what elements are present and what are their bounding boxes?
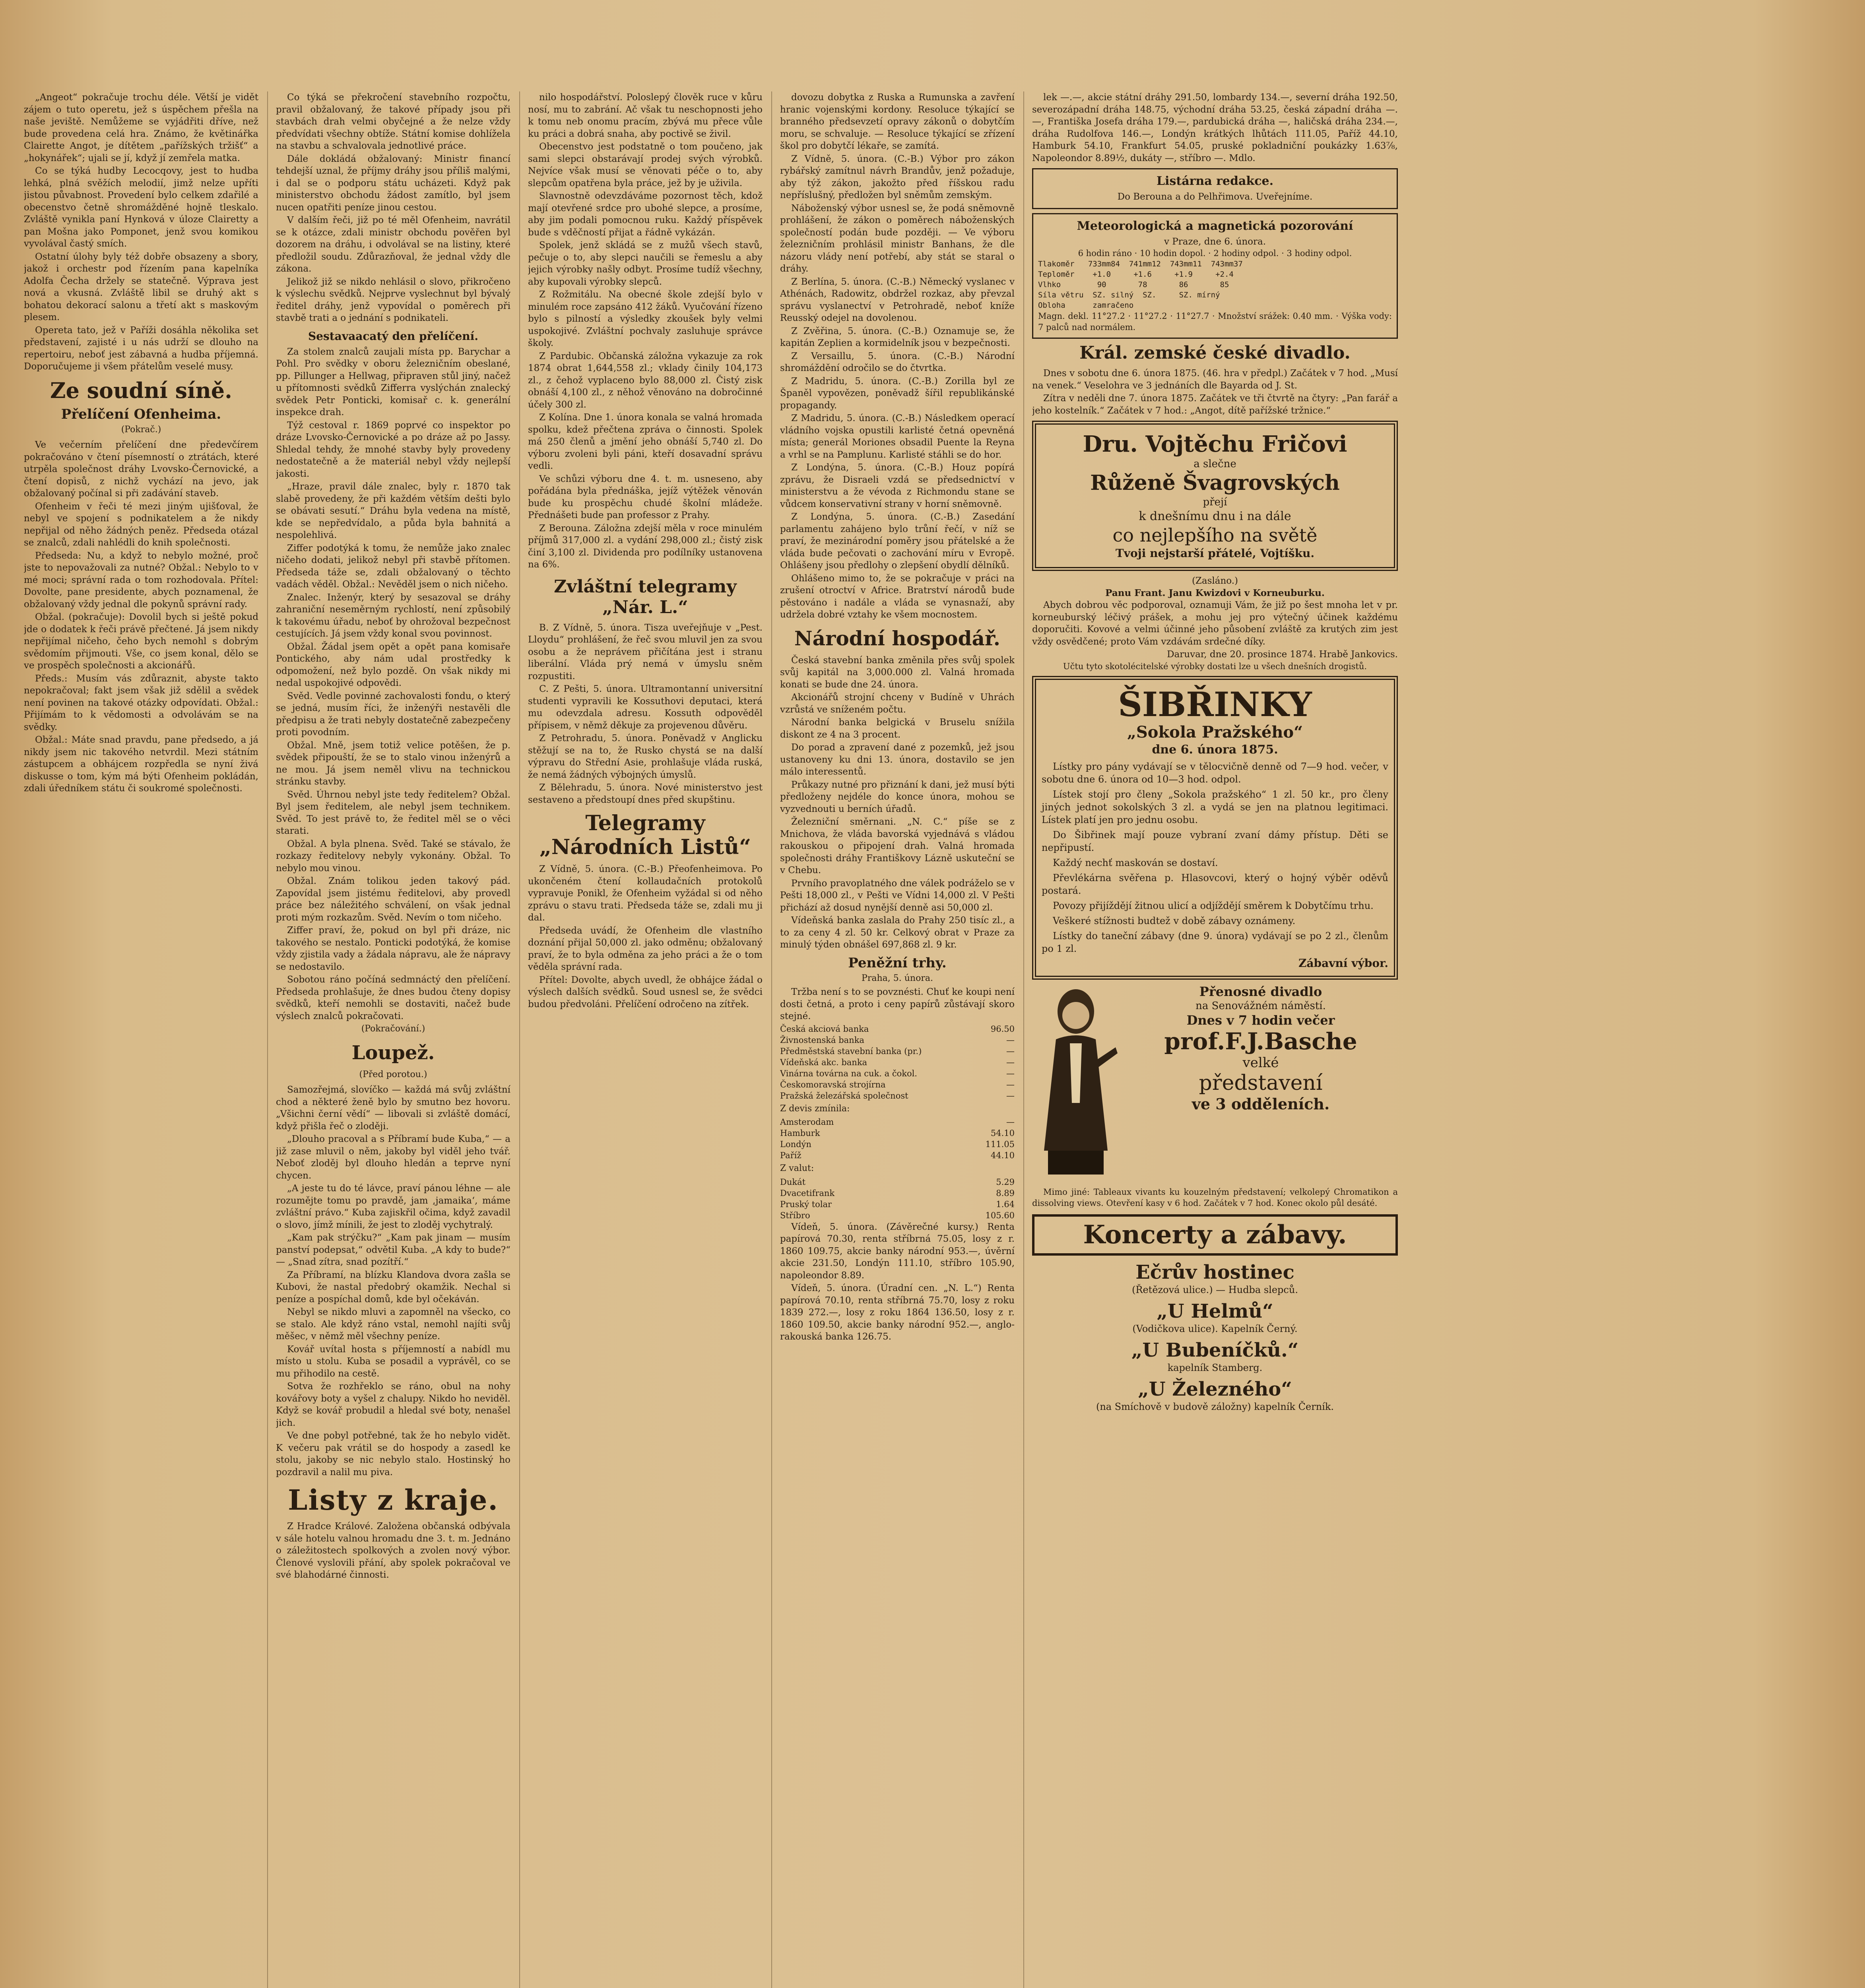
article-paragraph: Z Pardubic. Občanská záložna vykazuje za rok 1874 obrat 1,644,558 zl.; vklady činily 104,173 zl., z čehož vyplaceno bylo 88,000 zl. Čistý zisk obnáší 4,100 zl., z něhož věnováno na dobročinné účely 300 zl. (528, 351, 763, 410)
trial-subtitle: (Pokrač.) (121, 424, 161, 435)
congratulation-ad (1032, 421, 1398, 571)
article-paragraph: Ve dne pobyl potřebné, tak že ho nebylo vidět. K večeru pak vrátil se do hospody a zasedl ke stolu, jakoby se nic nebylo stalo. Hostinský ho pozdravil a nalil mu piva. (276, 1431, 510, 1477)
valuty-value: 8.89 (996, 1188, 1015, 1198)
article-paragraph: Obžal. Mně, jsem totiž velice potěšen, že p. svědek připouští, že se to stalo vinou inženýrů a ne mou. Já jsem neměl vlivu na technickou stránku stavby. (276, 740, 510, 787)
feuilleton-title: Loupež. (351, 1041, 435, 1064)
article-paragraph: Z Hradce Králové. Založena občanská odbývala v sále hotelu valnou hromadu dne 3. t. m. Jednáno o záležitostech spolkových a zvolen nový výbor. Členové vyslovili přání, aby spolek pokračoval ve své blahodárné činnosti. (276, 1521, 510, 1580)
stock-name: Česká akciová banka (780, 1024, 869, 1034)
article-paragraph: lek —.—, akcie státní dráhy 291.50, lombardy 134.—, severní dráha 192.50, severozápadní dráha 148.75, východní dráha 53.25, česká západní dráha —.—, Františka Josefa dráha 179.—, pardubická dráha —, haličská dráha 234.—, dráha Rudolfova 146.—, Londýn krátkých lhůtách 111.05, Paříž 44.10, Hamburk 54.10, Frankfurt 54.05, pruské pokladniční poukázky 1.63⅞, Napoleondor 8.89½, dukáty —, stříbro —. Mdlo. (1032, 92, 1398, 163)
stock-name: Českomoravská strojírna (780, 1079, 886, 1089)
stock-row (780, 1057, 1015, 1068)
venue-name: „U Helmů“ (1157, 1300, 1273, 1322)
meteo-row: Vlhko 90 78 86 85 (1038, 280, 1229, 289)
valuty-name: Stříbro (780, 1210, 810, 1220)
article-paragraph: Vídeň, 5. února. (Závěrečné kursy.) Renta papírová 70.30, renta stříbrná 75.05, losy z r. 1860 109.75, akcie banky národní 953.—, úvěrní akcie 231.50, Londýn 111.10, stříbro 105.90, napoleondor 8.89. (780, 1221, 1015, 1281)
column-5 (1032, 91, 1398, 1988)
article-paragraph: Předseda: Nu, a když to nebylo možné, proč jste to nepovažovali za nutné? Obžal.: Nebylo to v mé moci; správní rada o tom rozhodovala. Přítel: Dovolte, pane presidente, abych poznamenal, že obžalovaný vždy jednal dle pokynů správní rady. (24, 550, 258, 610)
column-4 (780, 91, 1015, 1988)
stock-name: Vinárna továrna na cuk. a čokol. (780, 1068, 917, 1078)
article-paragraph: Z Kolína. Dne 1. února konala se valná hromada spolku, kdež přečtena zpráva o činnosti. Spolek má 250 členů a jmění jeho obnáší 5,740 zl. Do výboru zvoleni byli páni, kteří dosavadní správu vedli. (528, 412, 763, 471)
article-paragraph: Předs.: Musím vás zdůraznit, abyste takto nepokračoval; fakt jsem však již sdělil a svědek není povinen na takové otázky odpovídati. Obžal.: Přijímám to k vědomosti a odvolávám se na svědky. (24, 673, 258, 732)
article-paragraph: Prvního pravoplatného dne válek podráželo se v Pešti 18,000 zl., v Pešti ve Vídni 14,000 zl. V Pešti přichází až dosud nynější denně asi 50,000 zl. (780, 878, 1015, 913)
meteo-row: Síla větru SZ. silný SZ. SZ. mírný (1038, 291, 1220, 299)
stock-value: 96.50 (990, 1024, 1015, 1034)
venue-info: (Vodičkova ulice). Kapelník Černý. (1132, 1323, 1298, 1334)
column-2 (276, 91, 510, 1988)
sent-signature: Daruvar, dne 20. prosince 1874. Hrabě Jankovics. (1167, 649, 1398, 660)
portable-theatre-ad (1032, 984, 1398, 1182)
article-paragraph: Z Vídně, 5. února. (C.-B.) Výbor pro zákon rybářský zamítnul návrh Brandův, jenž požaduje, aby týž zákon, jakožto před říšskou radu nepříslušný, předložen byl sněmům zemským. (780, 153, 1015, 200)
meteo-row: Obloha zamračeno (1038, 301, 1134, 310)
meteo-title: Meteorologická a magnetická pozorování (1077, 219, 1353, 233)
article-paragraph: Samozřejmá, slovíčko — každá má svůj zvláštní chod a některé ženě bylo by smutno bez hovoru. „Všichni černí vědí“ — libovali si zvláště domácí, když přišla řeč o zloději. (276, 1085, 510, 1132)
article-paragraph: Průkazy nutné pro přiznání k dani, jež musí býti předloženy nejdéle do konce února, mohou se vyzvednouti u berních úřadů. (780, 779, 1015, 814)
concerts-title: Koncerty a zábavy. (1032, 1214, 1398, 1256)
article-paragraph: Do porad a zpravení dané z pozemků, jež jsou ustanoveny ku dni 13. února, dostavilo se jen málo interessentů. (780, 742, 1015, 777)
ad-paragraph: Do Šibřinek mají pouze vybraní zvaní dámy přístup. Děti se nepřipustí. (1042, 829, 1388, 853)
article-paragraph: nilo hospodářství. Poloslepý člověk ruce v kůru nosí, mu to zabrání. Ač však tu neschopnosti jeho k tomu neb onomu pracím, zbývá mu přece vůle ku práci a dobrá snaha, aby poctivě se živil. (528, 92, 763, 139)
editorial-letters-box (1032, 168, 1398, 209)
ad-paragraph: Převlékárna svěřena p. Hlasovcovi, který o hojný výběr oděvů postará. (1042, 872, 1388, 896)
listy-z-kraje-title: Listy z kraje. (288, 1483, 499, 1516)
theatre-program: Zítra v neděli dne 7. února 1875. Začátek ve tři čtvrtě na čtyry: „Pan farář a jeho kostelník.“ Začátek v 7 hod.: „Angot, dítě pařížské tržnice.“ (1032, 393, 1398, 416)
devis-heading: Z devis zmínila: (780, 1103, 850, 1114)
article-paragraph: Ve schůzi výboru dne 4. t. m. usneseno, aby pořádána byla přednáška, jejíž výtěžek věnován bude ku prospěchu chudé školní mládeže. Přednášeti bude pan professor z Prahy. (528, 474, 763, 520)
meteo-row: Teploměr +1.0 +1.6 +1.9 +2.4 (1038, 270, 1234, 279)
article-paragraph: Z Madridu, 5. února. (C.-B.) Zorilla byl ze Španěl vypovězen, poněvadž šířil republikánské propagandy. (780, 376, 1015, 411)
stock-value: — (1006, 1068, 1015, 1078)
theatre-title: Král. zemské české divadlo. (1079, 343, 1351, 363)
article-paragraph: Národní banka belgická v Bruselu snížila diskont ze 4 na 3 procent. (780, 717, 1015, 740)
continued-note: (Pokračování.) (361, 1024, 425, 1034)
valuty-row (780, 1176, 1015, 1188)
sent-note: Učtu tyto skotolécitelské výrobky dostati lze u všech dnešních drogistů. (1063, 661, 1367, 671)
sent-label: (Zasláno.) (1192, 576, 1238, 586)
stock-row (780, 1068, 1015, 1079)
ad-text: představení (1199, 1071, 1323, 1095)
article-paragraph: Akcionářů strojní chceny v Budíně v Uhrách vzrůstá ve sníženém počtu. (780, 692, 1015, 715)
article-paragraph: Dále dokládá obžalovaný: Ministr financí tehdejší uznal, že příjmy dráhy jsou příliš malými, i dal se o podporu státu ucházeti. Když pak ministerstvo obchodu žádost zamítlo, byl jsem nucen opatřiti peníze jinou cestou. (276, 153, 510, 213)
venue-info: kapelník Stamberg. (1167, 1362, 1263, 1373)
valuty-row (780, 1199, 1015, 1210)
market-date: Praha, 5. února. (862, 973, 933, 983)
article-paragraph: „Kam pak strýčku?“ „Kam pak jinam — musím panství podepsat,“ odvětil Kuba. „A kdy to bude?“ — „Snad zítra, snad pozítří.“ (276, 1233, 510, 1267)
article-paragraph: Z Zvěřina, 5. února. (C.-B.) Oznamuje se, že kapitán Zeplien a kormidelník jsou v bezpečnosti. (780, 326, 1015, 348)
ad-paragraph: Mimo jiné: Tableaux vivants ku kouzelným představení; velkolepý Chromatikon a dissolving views. Otevření kasy v 6 hod. Začátek v 7 hod. Konec okolo půl desáté. (1032, 1187, 1398, 1208)
theatre-program: Dnes v sobotu dne 6. února 1875. (46. hra v předpl.) Začátek v 7 hod. „Musí na venek.“ Veselohra ve 3 jednáních dle Bayarda od J. St. (1032, 368, 1398, 391)
ad-signature: Zábavní výbor. (1298, 956, 1388, 970)
article-paragraph: V dalším řeči, již po té měl Ofenheim, navrátil se k otázce, zdali ministr obchodu pověřen byl dozorem na dráhu, i odvolával se na listiny, které předložil soudu. Zdůrazňoval, že jednal vždy dle zákona. (276, 215, 510, 274)
article-paragraph: Ve večerním přelíčení dne předevčírem pokračováno v čtení písemností o ztrátách, které utrpěla společnost dráhy Lvovsko-Černovické, a čtení dopisů, z nichž vychází na jevo, jak obžalovaný počínal si při zadávání staveb. (24, 440, 258, 499)
article-paragraph: Obžal. (pokračuje): Dovolil bych si ještě pokud jde o dodatek k řeči právě přečtené. Já jsem nikdy nepřijímal ničeho, čeho bych nemohl s dobrým svědomím přijmouti. Vše, co jsem konal, dělo se ve prospěch společnosti a akcionářů. (24, 612, 258, 671)
article-paragraph: „A jeste tu do té lávce, praví pánou léhne — ale rozumějte tomu po pravdě, jam ,jamaika‘, máme zvláštní právo.“ Kuba zajiskřil očima, když zavadil o slovo, jímž mínili, že jest to zloděj vychytralý. (276, 1183, 510, 1230)
article-paragraph: Z Berlína, 5. února. (C.-B.) Německý vyslanec v Athénách, Radowitz, obdržel rozkaz, aby převzal správu vyslanectví v Petrohradě, neboť kníže Reusský odejel na dovolenou. (780, 276, 1015, 323)
editorial-letters-text: Do Berouna a do Pelhřimova. Uveřejníme. (1117, 192, 1313, 202)
stock-row (780, 1046, 1015, 1057)
venue-info: (na Smíchově v budově záložny) kapelník Černík. (1096, 1401, 1334, 1412)
article-paragraph: Z Berouna. Záložna zdejší měla v roce minulém příjmů 317,000 zl. a vydání 298,000 zl.; čistý zisk činí 3,100 zl. Dividenda pro podílníky ustanovena na 6%. (528, 523, 763, 570)
stock-list (780, 1023, 1015, 1101)
article-paragraph: Česká stavební banka změnila přes svůj spolek svůj kapitál na 3,000.000 zl. Valná hromada konati se bude dne 24. února. (780, 655, 1015, 690)
article-paragraph: Ofenheim v řeči té mezi jiným ujišťoval, že nebyl ve spojení s podnikatelem a že nikdy nepřijal od něho žádných peněz. Předseda otázal se znalců, zdali nahlédli do knih společnosti. (24, 501, 258, 548)
narodni-hospodar-title: Národní hospodář. (794, 626, 1001, 650)
venue-name: „U Bubeníčků.“ (1131, 1339, 1299, 1361)
ad-text: přejí (1203, 496, 1227, 508)
article-paragraph: Za Příbramí, na blízku Klandova dvora zašla se Kubovi, že nastal předobrý okamžik. Nechal si peníze a pospíchal domů, kde byl očekáván. (276, 1270, 510, 1305)
money-markets-title: Peněžní trhy. (848, 955, 947, 971)
ad-subtitle: „Sokola Pražského“ (1127, 722, 1303, 742)
valuty-row (780, 1188, 1015, 1199)
article-paragraph: Sobotou ráno počíná sedmnáctý den přelíčení. Předseda prohlašuje, že dnes budou čteny dopisy svědků, kteří nemohli se dostaviti, načež bude výslech znalců pokračovati. (276, 975, 510, 1021)
article-paragraph: Nebyl se nikdo mluvi a zapomněl na všecko, co se stalo. Ale když ráno vstal, nemohl najíti svůj měšec, v němž měl všechny peníze. (276, 1307, 510, 1342)
ad-place: na Senovážném náměstí. (1195, 1000, 1326, 1012)
venue (1032, 1378, 1398, 1413)
column-1 (24, 91, 258, 1988)
page-columns (24, 91, 1837, 1988)
column-rule (1023, 91, 1024, 1988)
stock-value: — (1006, 1046, 1015, 1056)
article-paragraph: „Dlouho pracoval a s Příbramí bude Kuba,“ — a již zase mluvil o něm, jakoby byl viděl jeho tvář. Neboť zloděj byl dlouho hledán a teprve nyní chycen. (276, 1134, 510, 1181)
ad-text: ve 3 odděleních. (1192, 1095, 1330, 1113)
ad-name: Dru. Vojtěchu Fričovi (1083, 431, 1347, 457)
venue-name: Ečrův hostinec (1135, 1261, 1294, 1283)
special-telegrams-title: Zvláštní telegramy „Nár. L.“ (554, 576, 737, 617)
article-paragraph: Náboženský výbor usnesl se, že podá sněmovně prohlášení, že zákon o poměrech náboženských společností podán bude později. — Ve výboru železničním prohlásil ministr Banhans, že dle názoru vlády není potřebí, aby stát se staral o dráhy. (780, 203, 1015, 274)
article-paragraph: Vídeň, 5. února. (Úradní cen. „N. L.“) Renta papírová 70.10, renta stříbrná 75.70, losy z roku 1839 272.—, losy z roku 1864 136.50, losy z r. 1860 109.50, akcie banky národní 952.—, anglo-rakouská banka 126.75. (780, 1283, 1015, 1342)
article-paragraph: Slavnostně odevzdáváme pozornost těch, kdož mají otevřené srdce pro ubohé slepce, a prosíme, aby jim podali pomocnou ruku. Každý příspěvek bude s vděčností přijat a řádně vykázán. (528, 191, 763, 238)
article-paragraph: Svěd. Vedle povinné zachovalosti fondu, o který se jedná, musím říci, že inženýři nestavěli dle předpisu a že trati nebyly dostatečně zabezpečeny proti povodním. (276, 691, 510, 738)
stock-value: — (1006, 1057, 1015, 1067)
ad-date: dne 6. února 1875. (1152, 742, 1278, 757)
magician-illustration-icon (1032, 984, 1120, 1182)
article-paragraph: Co týká se překročení stavebního rozpočtu, pravil obžalovaný, že takové případy jsou při stavbách drah velmi obyčejné a že nelze vždy předvídati všechny obtíže. Státní komise dohlížela na stavbu a schvalovala jednotlivé práce. (276, 92, 510, 151)
ad-text: k dnešnímu dnu i na dále (1139, 509, 1291, 523)
devis-name: Hamburk (780, 1128, 820, 1138)
devis-value: — (1006, 1117, 1015, 1127)
article-paragraph: Obecenstvo jest podstatně o tom poučeno, jak sami slepci obstarávají prodej svých výrobků. Nejvíce však musí se věnovati péče o to, aby slepcům opatřena byla práce, jež by je uživila. (528, 142, 763, 188)
article-paragraph: Svěd. Úhrnou nebyl jste tedy ředitelem? Obžal. Byl jsem ředitelem, ale nebyl jsem technikem. Svěd. To jest právě to, že ředitel měl se o věci starati. (276, 789, 510, 836)
valuty-row (780, 1210, 1015, 1221)
article-paragraph: Znalec. Inženýr, který by sesazoval se dráhy zahraniční neseměrným rychlostí, není způsobilý k takovému úřadu, neboť by ohrožoval bezpečnost cestujících. Já jsem vždy konal svou povinnost. (276, 592, 510, 639)
stock-name: Předměstská stavební banka (pr.) (780, 1046, 922, 1056)
article-paragraph: „Angeot“ pokračuje trochu déle. Větší je vidět zájem o tuto operetu, jež s úspěchem přešla na naše jeviště. Nemůžeme se vyjádřiti dříve, než bude provedena celá hra. Známo, že květinářka Clairette Angot, je dítětem „pařížských tržišť“ a „hokynářek“; ujali se jí, když jí zemřela matka. (24, 92, 258, 163)
devis-row (780, 1139, 1015, 1150)
article-paragraph: Z Versaillu, 5. února. (C.-B.) Národní shromáždění odročilo se do čtvrtka. (780, 351, 1015, 373)
ad-signature: Tvoji nejstarší přátelé, Vojtíšku. (1115, 547, 1315, 560)
article-paragraph: Obžal. A byla plnena. Svěd. Také se stávalo, že rozkazy ředitelovy nebyly vykonány. Obžal. To nebylo mou vinou. (276, 839, 510, 874)
ad-paragraph: Každý nechť maskován se dostaví. (1053, 857, 1218, 868)
article-paragraph: Za stolem znalců zaujali místa pp. Barychar a Pohl. Pro svědky v oboru železničním obeslané, pp. Pillunger a Hellwag, připraven stůl jiný, načež u přítomnosti svědků Zifferra vyslýchán znalecký svědek Petr Ponticki, komisař c. k. generální inspekce drah. (276, 346, 510, 417)
venue-info: (Řetězová ulice.) — Hudba slepců. (1132, 1284, 1298, 1295)
stock-name: Živnostenská banka (780, 1035, 864, 1045)
article-paragraph: Obžal.: Máte snad pravdu, pane předsedo, a já nikdy jsem nic takového netvrdil. Mezi státním zástupcem a obhájcem rozpředla se nyní živá diskusse o tom, kým má býti Ofenheim pokládán, zdali úředníkem státu či soukromé společnosti. (24, 735, 258, 794)
ad-paragraph: Povozy přijíždějí žitnou ulicí a odjíždějí směrem k Dobytčímu trhu. (1053, 900, 1374, 911)
narodni-listy-telegrams-title: Telegramy „Národních Listů“ (539, 811, 751, 859)
court-section-title: Ze soudní síně. (50, 377, 232, 403)
ad-title: ŠIBŘINKY (1118, 684, 1312, 724)
stock-name: Pražská železářská společnost (780, 1091, 908, 1101)
meteo-footer: Magn. dekl. 11°27.2 · 11°27.2 · 11°27.7 · Množství srážek: 0.40 mm. · Výška vody: 7 palců nad normálem. (1038, 311, 1392, 332)
article-paragraph: Z Londýna, 5. února. (C.-B.) Zasedání parlamentu zahájeno bylo trůní řečí, v níž se praví, že mezinárodní poměry jsou přátelské a že vláda bude pečovati o zachování míru v Evropě. Ohlášeny jsou předlohy o zlepšení obydlí dělníků. (780, 512, 1015, 571)
sent-addressee: Panu Frant. Janu Kwizdovi v Korneuburku. (1105, 587, 1325, 598)
venue (1032, 1300, 1398, 1335)
article-paragraph: Ziffer podotýká k tomu, že nemůže jako znalec ničeho dodati, jelikož nebyl při stavbě přítomen. Předseda táže se, zdali obžalovaný o těchto vadách věděl. Obžal.: Nevěděl jsem o nich ničeho. (276, 543, 510, 590)
valuty-value: 1.64 (996, 1199, 1015, 1209)
stock-row (780, 1035, 1015, 1046)
devis-row (780, 1150, 1015, 1161)
valuty-heading: Z valut: (780, 1163, 814, 1173)
devis-value: 44.10 (990, 1151, 1015, 1160)
meteo-place: v Praze, dne 6. února. (1164, 236, 1266, 247)
valuty-name: Dvacetifrank (780, 1188, 835, 1198)
devis-name: Londýn (780, 1140, 811, 1149)
article-paragraph: Ohlášeno mimo to, že se pokračuje v práci na zrušení otroctví v Africe. Bratrství národů bude pěstováno i nadále a vláda se vynasnaží, aby udržela dobré vztahy ke všem mocnostem. (780, 573, 1015, 620)
article-paragraph: Sotva že rozhřeklo se ráno, obul na nohy kovářovy boty a vyšel z chalupy. Nikdo ho neviděl. Když se kovář probudil a hledal své boty, nenašel jich. (276, 1381, 510, 1428)
ad-paragraph: Veškeré stížnosti budtež v době zábavy oznámeny. (1053, 915, 1296, 926)
column-rule (771, 91, 772, 1988)
meteo-row: Tlakoměr 733mm84 741mm12 743mm11 743mm37 (1038, 260, 1243, 268)
column-rule (519, 91, 520, 1988)
article-paragraph: Z Londýna, 5. února. (C.-B.) Houz popírá zprávu, že Disraeli vzdá se předsednictví v ministerstvu a že vévoda z Richmondu stane se vůdcem konservativní strany v horní sněmovně. (780, 462, 1015, 509)
ad-title: Přenosné divadlo (1199, 984, 1322, 999)
ad-paragraph: Lístek stojí pro členy „Sokola pražského“ 1 zl. 50 kr., pro členy jiných jednot sokolských 3 zl. a vydá se jen na platnou legitimaci. Lístek platí jen pro jednu osobu. (1042, 788, 1388, 825)
valuty-value: 5.29 (996, 1177, 1015, 1187)
article-paragraph: Z Rožmitálu. Na obecné škole zdejší bylo v minulém roce zapsáno 412 žáků. Vyučování řízeno bylo s pilností a výsledky zkoušek byly velmi uspokojivé. Zvláštní pochvaly zasluhuje správce školy. (528, 289, 763, 348)
devis-value: 54.10 (990, 1128, 1015, 1138)
trial-title: Přelíčení Ofenheima. (61, 406, 221, 422)
stock-row (780, 1079, 1015, 1090)
sent-text: Abych dobrou věc podporoval, oznamuji Vám, že již po šest mnoha let v pr. korneuburský léčivý prášek, a mohu jej pro výtečný účinek každému doporučiti. Kovové a velmi účinné jeho působení zvláště za krutých zim jest vždy osvědčené; proto Vám vzdávám srdečné díky. (1032, 600, 1398, 647)
devis-row (780, 1116, 1015, 1128)
ad-text: co nejlepšího na světě (1112, 524, 1318, 546)
column-3 (528, 91, 763, 1988)
telegram-item: C. Z Pešti, 5. února. Ultramontanní universitní studenti vypravili ke Kossuthovi deputaci, která mu odevzdala adresu. Kossuth odpověděl přípisem, v němž děkuje za projevenou důvěru. (528, 684, 763, 731)
stock-value: — (1006, 1091, 1015, 1101)
column-rule (267, 91, 268, 1988)
stock-value: — (1006, 1079, 1015, 1089)
article-paragraph: Obžal. Znám tolikou jeden takový pád. Zapovídal jsem jistému ředitelovi, aby provedl práce bez náležitého schválení, on však jednal proti mým rozkazům. Svěd. Nevím o tom ničeho. (276, 876, 510, 923)
sibrinky-ad (1032, 676, 1398, 980)
ad-name: Růženě Švagrovských (1090, 471, 1340, 495)
article-paragraph: „Hraze, pravil dále znalec, byly r. 1870 tak slabě provedeny, že při každém větším dešti bylo se obávati sesutí.“ Dráhu byla vedena na místě, kde se nepředvídalo, a půda byla bahnitá a nespolehlivá. (276, 481, 510, 540)
feuilleton-subtitle: (Před porotou.) (359, 1069, 427, 1079)
article-paragraph: Opereta tato, jež v Paříži dosáhla několika set představení, zajisté i u nás udrží se dlouho na repertoiru, neboť jest zábavná a hudba příjemná. Doporučujeme ji všem přátelům veselé musy. (24, 325, 258, 372)
venue (1032, 1339, 1398, 1374)
ad-performer: prof.F.J.Basche (1164, 1028, 1357, 1055)
article-paragraph: Ziffer praví, že, pokud on byl při dráze, nic takového se nestalo. Ponticki podotýká, že komise vždy zjistila vady a žádala nápravu, ale že nápravy se nedostavilo. (276, 925, 510, 972)
article-paragraph: Z Madridu, 5. února. (C.-B.) Následkem operací vládního vojska opustili karlisté četná opevněná místa; generál Moriones obsadil Puente la Reyna a vrhl se na Pamplunu. Karlisté stáhli se do hor. (780, 413, 1015, 460)
day-heading: Sestavaacatý den přelíčení. (308, 329, 479, 343)
valuty-value: 105.60 (985, 1210, 1015, 1220)
article-paragraph: dovozu dobytka z Ruska a Rumunska a zavření hranic vojenskými kordony. Resoluce týkající se branného předsevzetí opravy zákonů o dobytčím moru, se schvaluje. — Resoluce týkající se zřízení škol pro dobytčí lékaře, se zamítá. (780, 92, 1015, 151)
stock-row (780, 1023, 1015, 1035)
telegram-item: Předseda uvádí, že Ofenheim dle vlastního doznání přijal 50,000 zl. jako odměnu; obžalovaný praví, že to byla odměna za jeho práci a že o tom věděla správní rada. (528, 925, 763, 972)
devis-value: 111.05 (985, 1140, 1015, 1149)
ad-time: Dnes v 7 hodin večer (1186, 1013, 1335, 1028)
article-paragraph: Tržba není s to se povznésti. Chuť ke koupi není dosti četná, a proto i ceny papírů zůstávají skoro stejné. (780, 987, 1015, 1021)
article-paragraph: Železniční směrnani. „N. C.“ píše se z Mnichova, že vláda bavorská vyjednává s vládou rakouskou o připojení drah. Valná hromada společnosti dráhy Františkovy Lázně uskuteční se v Chebu. (780, 817, 1015, 876)
stock-name: Vídeňská akc. banka (780, 1057, 867, 1067)
article-paragraph: Obžal. Žádal jsem opět a opět pana komisaře Pontického, aby nám udal prostředky k odpomožení, než bylo pozdě. On však nikdy mi nedal uspokojivé odpovědi. (276, 641, 510, 688)
stock-row (780, 1090, 1015, 1101)
article-paragraph: Co se týká hudby Lecocqovy, jest to hudba lehká, plná svěžích melodií, jimž nelze upříti jistou půvabnost. Provedení bylo celkem zdařilé a obecenstvo četně shromážděné hojně tleskalo. Zvláště vynikla paní Hynková v úloze Clairetty a pan Mošna jako Pomponet, jenž svou komikou vyvolával častý smích. (24, 166, 258, 249)
article-paragraph: Týž cestoval r. 1869 poprvé co inspektor po dráze Lvovsko-Černovické a po dráze až po Jassy. Shledal tehdy, že mnohé stavby byly provedeny nedostatečně a že materiál nebyl vždy nejlepší jakosti. (276, 420, 510, 479)
ad-text: a slečne (1194, 458, 1236, 470)
venue (1032, 1261, 1398, 1296)
valuty-name: Dukát (780, 1177, 806, 1187)
telegram-item: Přítel: Dovolte, abych uvedl, že obhájce žádal o výslech dalších svědků. Soud usnesl se, že svědci budou předvoláni. Přelíčení odročeno na zítřek. (528, 975, 763, 1010)
telegram-item: B. Z Vídně, 5. února. Tisza uveřejňuje v „Pest. Lloydu“ prohlášení, že řeč svou mluvil jen za svou osobu a že neprávem přičítána jest i stranu liberální. Vláda prý nemá v úmyslu sněm rozpustiti. (528, 622, 763, 681)
meteo-box (1032, 213, 1398, 339)
article-paragraph: Vídeňská banka zaslala do Prahy 250 tisíc zl., a to za ceny 4 zl. 50 kr. Celkový obrat v Praze za minulý týden obnášel 697,868 zl. 9 kr. (780, 915, 1015, 950)
editorial-letters-title: Listárna redakce. (1156, 174, 1274, 188)
valuty-name: Pruský tolar (780, 1199, 832, 1209)
devis-row (780, 1128, 1015, 1139)
article-paragraph: Jelikož již se nikdo nehlásil o slovo, přikročeno k výslechu svědků. Nejprve vyslechnut byl bývalý ředitel dráhy, jenž vypovídal o poměrech při stavbě trati a o jednání s podnikateli. (276, 276, 510, 323)
article-paragraph: Ostatní úlohy byly též dobře obsazeny a sbory, jakož i orchestr pod řízením pana kapelníka Adolfa Čecha držely se statečně. Výprava jest nová a vkusná. Zvláště libil se druhý akt s bohatou dekorací salonu a třetí akt s maskovým plesem. (24, 251, 258, 322)
telegram-item: Z Petrohradu, 5. února. Poněvadž v Anglicku stěžují se na to, že Rusko chystá se na další výpravu do Střední Asie, prohlašuje vláda ruská, že nemá žádných výbojných úmyslů. (528, 733, 763, 780)
ad-text: velké (1242, 1055, 1279, 1071)
stock-value: — (1006, 1035, 1015, 1045)
article-paragraph: Spolek, jenž skládá se z mužů všech stavů, pečuje o to, aby slepci naučili se řemeslu a aby jejich výrobky našly odbyt. Prosíme tudíž všechny, aby kupovali výrobky slepců. (528, 240, 763, 287)
ad-paragraph: Lístky do taneční zábavy (dne 9. února) vydávají se po 2 zl., členům po 1 zl. (1042, 930, 1388, 954)
devis-name: Amsterodam (780, 1117, 834, 1127)
ad-paragraph: Lístky pro pány vydávají se v tělocvičně denně od 7—9 hod. večer, v sobotu dne 6. února od 10—3 hod. odpol. (1042, 761, 1388, 785)
telegram-item: Z Bělehradu, 5. února. Nové ministerstvo jest sestaveno a předstoupí dnes před skupštinu. (528, 782, 763, 805)
telegram-item: Z Vídně, 5. února. (C.-B.) Přeofenheimova. Po ukončeném čtení kollaudačních protokolů vypravuje Ponikl, že Ofenheim vyžádal si od něho zprávu o stavu trati. Předseda táže se, zdali mu ji dal. (528, 864, 763, 923)
article-paragraph: Kovář uvítal hosta s příjemností a nabídl mu místo u stolu. Kuba se posadil a vyprávěl, co se mu přihodilo na cestě. (276, 1344, 510, 1379)
devis-name: Paříž (780, 1151, 802, 1160)
meteo-header: 6 hodin ráno · 10 hodin dopol. · 2 hodiny odpol. · 3 hodiny odpol. (1078, 248, 1352, 258)
venue-name: „U Železného“ (1138, 1378, 1292, 1400)
